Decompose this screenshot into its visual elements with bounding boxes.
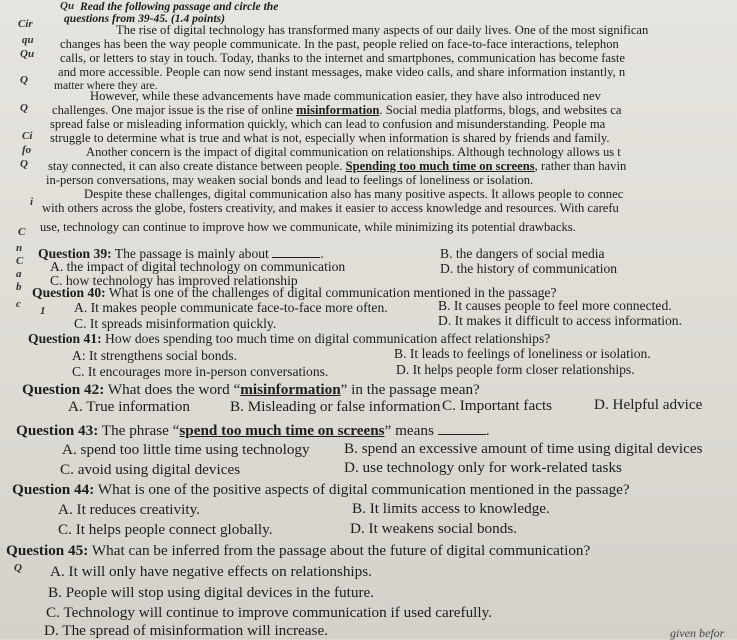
option-b[interactable]: B. It causes people to feel more connected. [438,298,672,313]
option-a[interactable]: A: It strengthens social bonds. [72,348,237,363]
answer-blank[interactable] [438,423,486,435]
passage-line: and more accessible. People can now send instant messages, make video calls, and share information instantly, n [58,65,626,79]
option-b[interactable]: B. spend an excessive amount of time using digital devices [344,440,703,457]
question-label: Question 39: [38,246,112,261]
option-d[interactable]: D. It makes it difficult to access information. [438,313,682,328]
option-c[interactable]: C. Important facts [442,397,553,414]
passage-line: The rise of digital technology has transformed many aspects of our daily lives. One of the most significan [116,23,649,37]
passage-line [48,159,626,173]
instruction-heading: Read the following passage and circle the [80,0,279,13]
option-d[interactable]: D. use technology only for work-related tasks [344,459,622,476]
margin-mark: a [16,268,22,280]
option-b[interactable]: B. It leads to feelings of loneliness or isolation. [394,346,651,361]
option-c[interactable]: C. how technology has improved relationship [50,273,298,288]
corner-fragment: given befor [670,626,725,640]
margin-mark: Q [14,562,22,574]
option-b[interactable]: B. Misleading or false information [230,398,441,415]
option-c[interactable]: C. Technology will continue to improve communication if used carefully. [46,604,493,621]
passage-line: struggle to determine what is true and what is not, especially when information is shared by friends and family. [50,131,610,145]
option-d[interactable]: D. It helps people form closer relationships. [396,362,635,377]
question-label: Question 40: [32,285,106,300]
question-text: The passage is mainly about [111,246,269,261]
question-stem [22,381,480,398]
option-a[interactable]: A. spend too little time using technology [62,441,310,458]
margin-mark: i [30,196,34,208]
question-range: questions from 39-45. (1.4 points) [64,12,226,25]
passage-text: . Social media platforms, blogs, and websites ca [379,103,622,117]
passage-line: with others across the globe, fosters creativity, and makes it easier to access knowledge and resources. With carefu [42,201,619,215]
question-stem [6,542,590,559]
option-d[interactable]: D. the history of communication [440,261,618,276]
option-b[interactable]: B. People will stop using digital devices in the future. [48,584,375,601]
passage-text: , rather than havin [534,159,627,173]
question-text: How does spending too much time on digital communication affect relationships? [101,331,551,346]
question-label: Question 44: [12,481,95,498]
question-label: Question 45: [6,542,89,559]
option-b[interactable]: B. It limits access to knowledge. [352,500,550,517]
passage-line: Despite these challenges, digital communication also has many positive aspects. It allows people to connec [84,187,624,201]
question-keyword: spend too much time on screens [179,422,385,439]
margin-mark: Ci [22,130,33,142]
margin-mark: Cir [18,18,33,30]
answer-blank[interactable] [272,246,320,258]
question-end: . [485,422,490,439]
option-b[interactable]: B. the dangers of social media [440,246,605,261]
question-label: Question 42: [22,381,105,398]
passage-line: matter where they are. [54,79,158,92]
option-a[interactable]: A. It will only have negative effects on relationships. [50,563,372,580]
question-text: What can be inferred from the passage about the future of digital communication? [88,542,591,559]
question-text: ” means [384,422,434,439]
option-d[interactable]: D. The spread of misinformation will increase. [44,622,328,639]
question-label: Question 41: [28,331,102,346]
question-label: Question 43: [16,422,99,439]
passage-line: in-person conversations, may weaken social bonds and lead to feelings of loneliness or isolation. [46,173,534,187]
passage-line: use, technology can continue to improve how we communicate, while minimizing its potential drawbacks. [40,220,576,234]
passage-text: stay connected, it can also create distance between people. [48,159,346,173]
question-stem [28,331,550,346]
question-stem [16,422,490,439]
margin-mark: C [16,255,24,267]
question-stem [12,481,630,498]
keyword-screen-time: Spending too much time on screens [345,159,535,173]
passage-text: challenges. One major issue is the rise of online [52,103,297,117]
margin-mark: qu [22,34,34,46]
question-text: What is one of the positive aspects of digital communication mentioned in the passage? [94,481,630,498]
margin-mark: Qu [60,0,75,12]
margin-mark: 1 [40,305,46,317]
passage-line: Another concern is the impact of digital communication on relationships. Although technology allows us t [86,145,621,159]
option-c[interactable]: C. It helps people connect globally. [58,521,273,538]
option-d[interactable]: D. It weakens social bonds. [350,520,518,537]
question-text: ” in the passage mean? [340,381,480,398]
question-keyword: misinformation [240,381,341,398]
question-text: What is one of the challenges of digital communication mentioned in the passage? [105,285,557,300]
option-d[interactable]: D. Helpful advice [594,396,703,413]
option-a[interactable]: A. It makes people communicate face-to-face more often. [74,300,388,315]
margin-mark: fo [22,144,32,156]
passage-line: changes has been the way people communicate. In the past, people relied on face-to-face interactions, telephon [60,37,619,51]
question-text: The phrase “ [98,422,180,439]
passage-line [52,103,621,117]
passage-line: spread false or misleading information quickly, which can lead to confusion and misunderstanding. People ma [50,117,606,131]
question-end: . [320,246,324,261]
margin-mark: b [16,281,22,293]
margin-mark: Qu [20,48,35,60]
option-c[interactable]: C. It spreads misinformation quickly. [74,316,277,331]
margin-mark: Q [20,102,28,114]
margin-mark: Q [20,158,28,170]
passage-line: However, while these advancements have made communication easier, they have also introduced nev [90,89,601,103]
question-text: What does the word “ [104,381,241,398]
margin-mark: c [16,298,21,310]
option-a[interactable]: A. the impact of digital technology on communication [50,259,346,274]
margin-mark: Q [20,74,28,86]
option-c[interactable]: C. avoid using digital devices [60,461,241,478]
option-c[interactable]: C. It encourages more in-person conversations. [72,364,329,379]
option-a[interactable]: A. It reduces creativity. [58,501,200,518]
passage-line: calls, or letters to stay in touch. Today, thanks to the internet and smartphones, communication has become faste [60,51,625,65]
option-a[interactable]: A. True information [68,398,190,415]
margin-mark: n [16,242,23,254]
margin-mark: C [18,226,26,238]
keyword-misinformation: misinformation [296,103,380,117]
